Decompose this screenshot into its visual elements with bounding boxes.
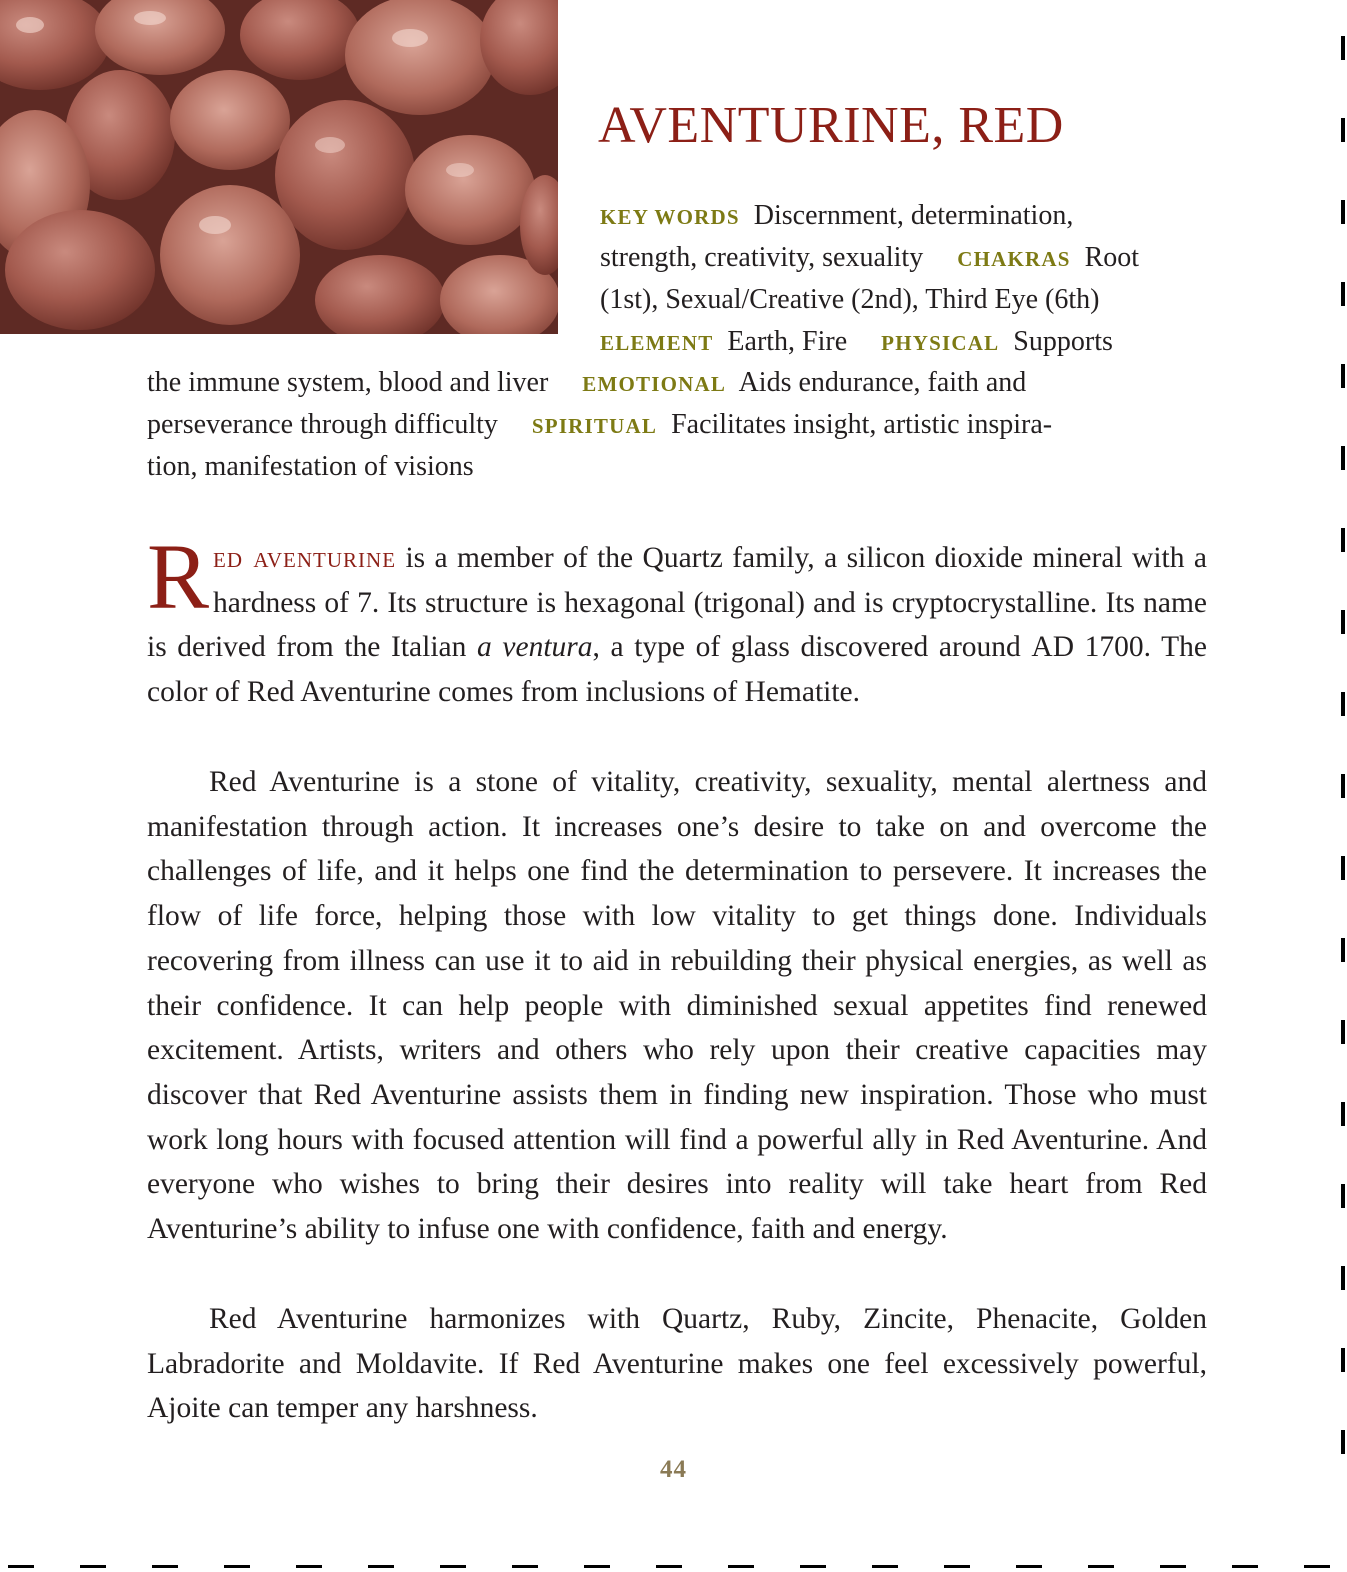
key-words-value: Discernment, determination,	[753, 200, 1074, 231]
tumbled-stones-image	[0, 0, 558, 334]
element-value: Earth, Fire	[727, 326, 848, 357]
p1-text-b: , a type of glass discovered around	[592, 631, 1032, 664]
key-words-label: KEY WORDS	[600, 205, 740, 229]
emotional-value-cont: perseverance through difficulty	[147, 409, 498, 440]
attr-line-1	[600, 195, 1073, 238]
emotional-value: Aids endurance, faith and	[738, 367, 1027, 398]
body-paragraph-1	[147, 526, 1207, 715]
stone-title: AVENTURINE, RED	[598, 97, 1064, 154]
p1-era: AD	[1031, 631, 1075, 664]
attr-line-5	[147, 362, 1026, 405]
crop-marks-bottom	[0, 1564, 1347, 1572]
chakras-label: CHAKRAS	[957, 247, 1071, 271]
element-label: ELEMENT	[600, 331, 714, 355]
chakras-value-cont: (1st), Sexual/Creative (2nd), Third Eye (6th)	[600, 284, 1100, 315]
spiritual-value-cont: tion, manifestation of visions	[147, 451, 474, 482]
attr-line-7	[147, 446, 474, 488]
spiritual-label: SPIRITUAL	[531, 414, 658, 438]
page-number: 44	[660, 1456, 687, 1483]
physical-label: PHYSICAL	[881, 331, 1000, 355]
attr-line-2	[600, 237, 1139, 280]
p1-italic-term: a ventura	[477, 631, 593, 664]
p1-text-c: 1700. The color of Red Aventurine comes from inclusions of Hematite.	[147, 631, 1207, 709]
crop-marks-right	[1341, 0, 1347, 1572]
attr-line-3	[600, 279, 1099, 321]
p1-text-a: is a member of the Quartz family, a silicon dioxide mineral with a hardness of 7. Its structure is hexagonal (trigonal) and is cryptocrystalline. Its name is derived from the Italian	[147, 542, 1207, 664]
body-paragraph-3: Red Aventurine harmonizes with Quartz, Ruby, Zincite, Phenacite, Golden Labradorite and Moldavite. If Red Aventurine makes one feel excessively powerful, Ajoite can temper any harshness.	[147, 1303, 1207, 1425]
stone-photo	[0, 0, 558, 334]
attr-line-4	[600, 321, 1113, 364]
key-words-value-cont: strength, creativity, sexuality	[600, 242, 924, 273]
chakras-value: Root	[1084, 242, 1140, 273]
drop-cap: R	[147, 526, 210, 629]
spiritual-value: Facilitates insight, artistic inspira-	[671, 409, 1053, 440]
physical-value: Supports	[1013, 326, 1113, 357]
body-paragraph-2: Red Aventurine is a stone of vitality, creativity, sexuality, mental alertness and manifestation through action. It increases one’s desire to take on and overcome the challenges of life, and it helps one find the determination to persevere. It increases the flow of life force, helping those with low vitality to get things done. Individuals recovering from illness can use it to aid in rebuilding their physical energies, as well as their confidence. It can help people with diminished sexual appetites find renewed excitement. Artists, writers and others who rely upon their creative capacities may discover that Red Aventurine assists them in finding new inspiration. Those who must work long hours with focused attention will find a powerful ally in Red Aventurine. And everyone who wishes to bring their desires into reality will take heart from Red Aventurine’s ability to infuse one with confidence, faith and energy.	[147, 766, 1207, 1246]
emotional-label: EMOTIONAL	[582, 372, 727, 396]
attr-line-6	[147, 404, 1052, 447]
physical-value-cont: the immune system, blood and liver	[147, 367, 549, 398]
lead-in-smallcaps: ed aventurine	[213, 542, 397, 574]
